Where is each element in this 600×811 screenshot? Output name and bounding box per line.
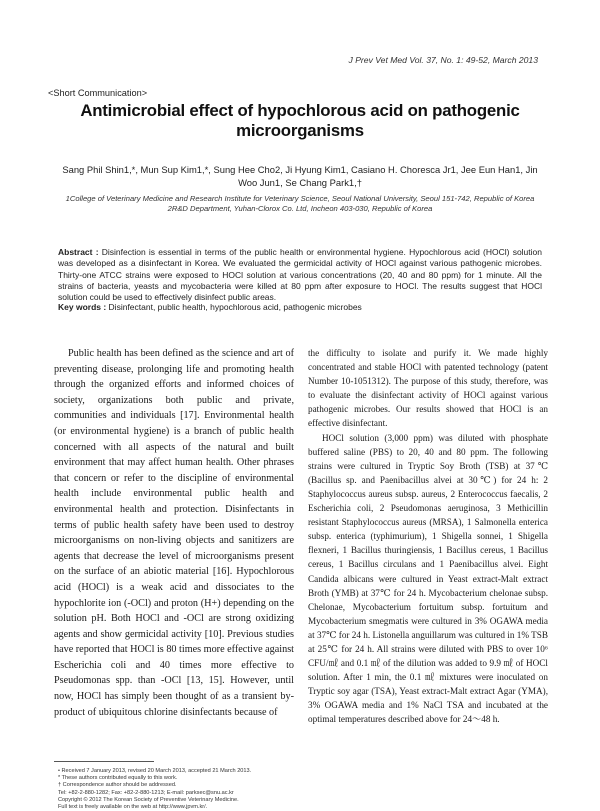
footnote: • Received 7 January 2013, revised 20 March 2013, accepted 21 March 2013. <box>58 768 252 774</box>
keywords <box>58 302 542 312</box>
keywords-text: Disinfectant, public health, hypochlorous acid, pathogenic microbes <box>108 302 362 312</box>
footnote: Copyright © 2012 The Korean Society of Preventive Veterinary Medicine. <box>58 796 239 803</box>
footnotes <box>58 768 298 811</box>
footnote: Full text is freely available on the web at http://www.jpvm.kr/. <box>58 804 208 811</box>
journal-citation: J Prev Vet Med Vol. 37, No. 1: 49-52, March 2013 <box>348 55 538 65</box>
affiliations <box>60 194 540 214</box>
footnote: Tel: +82-2-880-1282; Fax: +82-2-880-1213; E-mail: parksec@snu.ac.kr <box>58 789 234 796</box>
abstract-text: Disinfection is essential in terms of the public health or environmental hygiene. Hypochlorous acid (HOCl) solution was developed as a disinfectant in Korea. We evaluated the germicidal activity of HOCl against various pathogenic microbes. Thirty-one ATCC strains were exposed to HOCl solution at various concentrations (20, 40 and 80 ppm) for 1 minute. All the strains of bacteria, yeasts and mycobacteria were killed at 80 ppm after exposure to HOCl. The results suggest that HOCl solution could be used to effectively disinfect public areas. <box>58 247 542 303</box>
body-paragraph: Public health has been defined as the science and art of preventing disease, prolonging life and promoting health through the organized efforts and informed choices of society, organizations both public and private, communities and individuals [17]. Environmental health (or environmental hygiene) is a branch of public health concerned with all aspects of the natural and built environment that may affect human health. Other phrases that concern or refer to the discipline of environmental health include environmental public health and environmental health and protection. Disinfectants in terms of public health safety have been used to destroy microorganisms on non-living objects and sanitizers are agents that decrease the level of microorganisms present on the surface of an abiotic material [16]. Hypochlorous acid (HOCl) is a weak acid and dissociates to the hypochlorite ion (-OCl) and proton (H+) depending on the solution pH. Both HOCl and -OCl are strong oxidizing agents and show germicidal activity [10]. Previous studies have reported that HOCl is 80 times more effective against Escherichia coli and 40 times more effective to Pseudomonas spp. than -OCl [13, 15]. However, until now, HOCl has simply been thought of as a transient by-product of ubiquitous chlorine disinfectants because of <box>54 348 294 718</box>
body-column-left <box>54 346 294 720</box>
abstract <box>58 247 542 303</box>
article-title: Antimicrobial effect of hypochlorous acid on pathogenic microorganisms <box>80 101 520 140</box>
body-paragraph: the difficulty to isolate and purify it. We made highly concentrated and stable HOCl with patented technology (patent Number 10-1051312). The purpose of this study, therefore, was to evaluate the disinfectant activity of HOCl against various pathogenic microbes. Our results showed that HOCl is an effective disinfectant. <box>308 348 548 429</box>
article-type: <Short Communication> <box>48 88 148 98</box>
affiliation-2: 2R&D Department, Yuhan-Clorox Co. Ltd, Incheon 403-030, Republic of Korea <box>167 203 433 213</box>
footnote-rule <box>54 761 154 762</box>
keywords-label: Key words : <box>58 302 109 312</box>
body-paragraph: HOCl solution (3,000 ppm) was diluted with phosphate buffered saline (PBS) to 20, 40 and 80 ppm. The following strains were cultured in Tryptic Soy Broth (TSB) at 37℃ (Bacillus sp. and Paenibacillus alvei at 30℃) for 24 h: 2 Staphylococcus aureus subsp. aureus, 2 Enterococcus faecalis, 2 Escherichia coli, 2 Pseudomonas aeruginosa, 3 Methicillin resistant Staphylococcus aureus (MRSA), 1 Salmonella enterica subsp. enterica (typhimurium), 1 Shigella sonnei, 1 Shigella flexneri, 1 Bacillus thuringiensis, 1 Bacillus cereus, 1 Bacillus cereus, 1 Bacillus circulans and 1 Paenibacillus alvei. Eight Candida albicans were cultured in Yeast extract-Malt extract Broth (YMB) at 37℃ for 24 h. Mycobacterium chelonae subsp. Chelonae, Mycobacterium fortuitum subsp. fortuitum and Mycobacterium smegmatis were cultured in 3% OGAWA media at 37℃ for 24 h. Listonella anguillarum was cultured in 1% TSB at 25℃ for 24 h. All strains were diluted with PBS to over 10⁶ CFU/㎖ and 0.1 ㎖ of the dilution was added to 9.9 ㎖ of HOCl solution. After 1 min, the 0.1 ㎖ mixtures were inoculated on Tryptic soy agar (TSA), Yeast extract-Malt extract Agar (YMA), 3% OGAWA media and 1% NaCl TSA and incubated at the optimal temperatures described above for 24～48 h. <box>308 432 548 725</box>
footnote: † Correspondence author should be addressed. <box>58 782 177 789</box>
body-column-right <box>308 346 548 727</box>
affiliation-1: 1College of Veterinary Medicine and Research Institute for Veterinary Science, Seoul National University, Seoul 151-742, Republic of Korea <box>65 194 535 203</box>
abstract-label: Abstract : <box>58 247 102 257</box>
author-list: Sang Phil Shin1,*, Mun Sup Kim1,*, Sung Hee Cho2, Ji Hyung Kim1, Casiano H. Choresca Jr1, Jee Eun Han1, Jin Woo Jun1, Se Chang Park1,† <box>62 164 538 188</box>
footnote: * These authors contributed equally to this work. <box>58 775 178 782</box>
